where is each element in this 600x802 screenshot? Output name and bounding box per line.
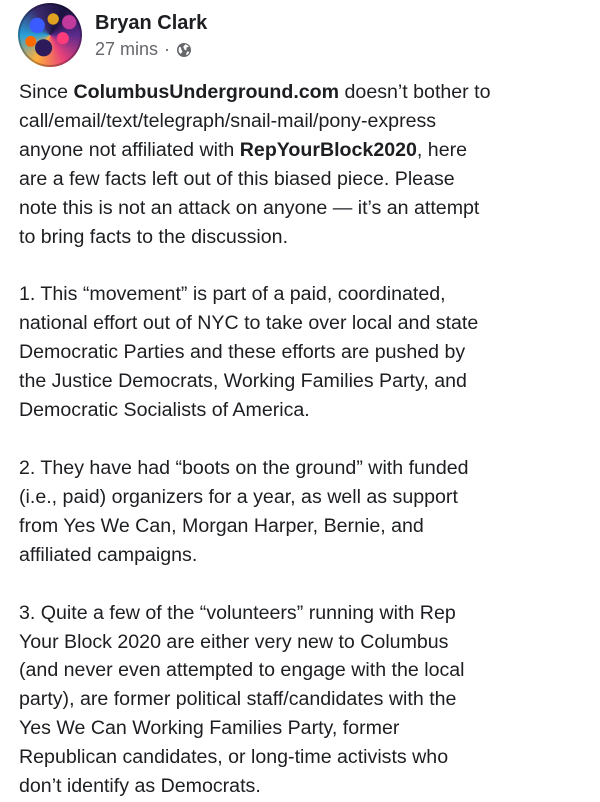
text-segment: Republican candidates, or long-time activists who (19, 746, 449, 769)
text-segment: (and never even attempted to engage with the local (19, 659, 465, 682)
post-text-line (19, 454, 589, 483)
post-text-line (19, 107, 589, 136)
post-text-line (19, 772, 589, 801)
text-segment: are a few facts left out of this biased piece. Please (19, 167, 455, 190)
text-segment: 1. This “movement” is part of a paid, coordinated, (19, 283, 446, 306)
text-segment: doesn’t bother to (339, 81, 491, 103)
post-paragraph (19, 280, 589, 425)
text-segment: Since (19, 81, 74, 103)
text-segment: anyone not affiliated with (19, 138, 240, 161)
text-segment: 3. Quite a few of the “volunteers” running with Rep (19, 601, 456, 624)
text-segment: to bring facts to the discussion. (19, 225, 289, 248)
globe-icon[interactable] (176, 41, 192, 57)
post-text-line (19, 628, 589, 657)
post-paragraph (19, 599, 589, 801)
post-text-line (19, 599, 589, 628)
text-segment: 2. They have had “boots on the ground” with funded (19, 456, 469, 479)
text-segment: from Yes We Can, Morgan Harper, Bernie, and (19, 514, 424, 537)
text-segment: Democratic Socialists of America. (19, 399, 310, 422)
text-segment: note this is not an attack on anyone — it’s an attempt (19, 196, 480, 219)
post-text-line (19, 136, 589, 165)
post-text-line (19, 685, 589, 714)
post-text-line (19, 541, 589, 570)
text-segment: Your Block 2020 are either very new to Columbus (19, 630, 449, 653)
bold-link-text[interactable]: ColumbusUnderground.com (73, 81, 340, 103)
post-text-line (19, 309, 589, 338)
text-segment: call/email/text/telegraph/snail-mail/pony-express (19, 109, 437, 132)
post-body (19, 78, 589, 801)
avatar[interactable] (18, 3, 82, 67)
text-segment: party), are former political staff/candidates with the (19, 688, 457, 711)
post-text-line (19, 512, 589, 541)
post-text-line (19, 165, 589, 194)
text-segment: national effort out of NYC to take over local and state (19, 312, 479, 335)
post-text-line (19, 280, 589, 309)
text-segment: Democratic Parties and these efforts are pushed by (19, 341, 466, 364)
text-segment: don’t identify as Democrats. (19, 775, 261, 798)
post-text-line (19, 223, 589, 252)
text-segment: Yes We Can Working Families Party, former (19, 717, 400, 740)
text-segment: the Justice Democrats, Working Families Party, and (19, 370, 467, 393)
author-name[interactable]: Bryan Clark (95, 11, 208, 34)
post-meta (95, 11, 207, 60)
text-segment: affiliated campaigns. (19, 543, 198, 566)
post-subline (95, 38, 207, 60)
post-paragraph (19, 454, 589, 570)
post-text-line (19, 367, 589, 396)
separator-dot: · (164, 38, 171, 59)
post-text-line (19, 396, 589, 425)
post-timestamp[interactable]: 27 mins (95, 38, 159, 59)
post-paragraph (19, 78, 589, 251)
text-segment: , here (416, 138, 468, 161)
post-text-line (19, 78, 589, 107)
post-text-line (19, 194, 589, 223)
post-text-line (19, 714, 589, 743)
post-text-line (19, 656, 589, 685)
post-header (18, 2, 207, 68)
post-text-line (19, 743, 589, 772)
post-text-line (19, 483, 589, 512)
post-text-line (19, 338, 589, 367)
text-segment: (i.e., paid) organizers for a year, as well as support (19, 485, 458, 508)
bold-link-text[interactable]: RepYourBlock2020 (239, 138, 417, 161)
